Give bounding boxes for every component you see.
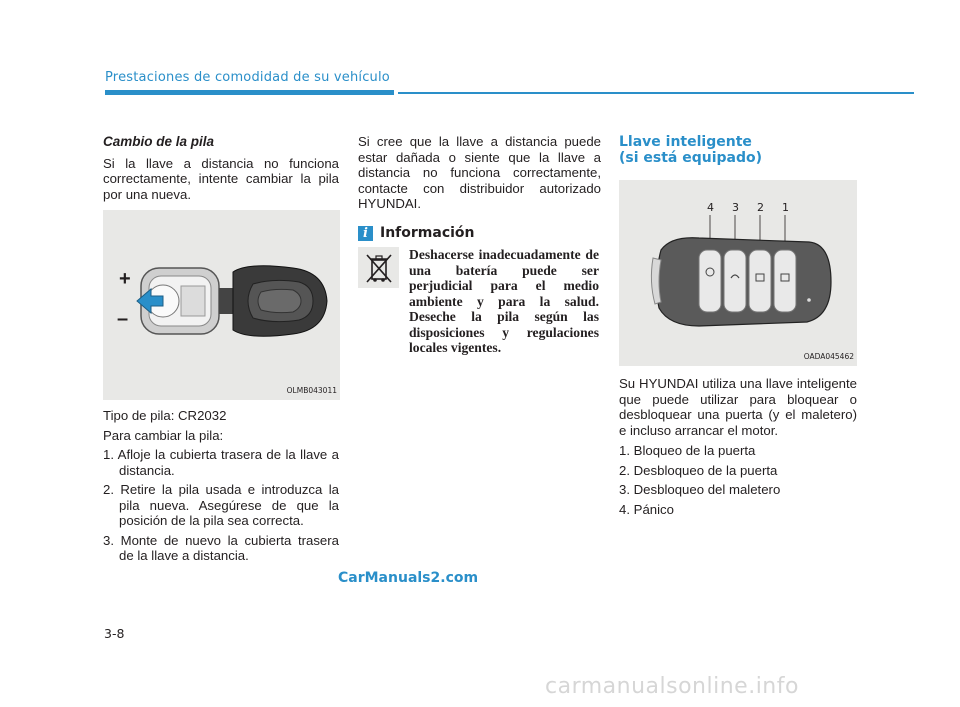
column-battery-change: [103, 134, 339, 568]
function-item: 1. Bloqueo de la puerta: [619, 443, 756, 458]
button-number-4: 4: [707, 201, 714, 214]
site-watermark: carmanualsonline.info: [545, 674, 799, 699]
intro-paragraph: Si la llave a distancia no funciona correctamente, intente cambiar la pila por una nueva.: [103, 155, 339, 202]
section-title: [619, 134, 857, 166]
plus-sign: +: [119, 268, 131, 290]
title-line: Llave inteligente: [619, 134, 752, 150]
battery-type: Tipo de pila: CR2032: [103, 408, 227, 423]
steps-intro: Para cambiar la pila:: [103, 427, 224, 443]
button-number-2: 2: [757, 201, 764, 214]
minus-sign: –: [117, 308, 129, 330]
smart-key-figure: [619, 180, 857, 366]
header-rule-thin: [398, 92, 914, 94]
section-title: Cambio de la pila: [103, 134, 215, 149]
step-item: 3. Monte de nuevo la cubierta trasera de la llave a distancia.: [103, 532, 339, 563]
crossed-bin-icon: [358, 247, 399, 288]
info-header: [358, 226, 601, 242]
watermark-link[interactable]: CarManuals2.com: [338, 570, 479, 586]
function-item: 2. Desbloqueo de la puerta: [619, 462, 778, 478]
function-item: 3. Desbloqueo del maletero: [619, 482, 781, 497]
button-number-1: 1: [782, 201, 789, 214]
button-number-3: 3: [732, 201, 739, 214]
smart-key-illustration: [619, 180, 857, 366]
info-icon: i: [358, 226, 373, 241]
step-item: 2. Retire la pila usada e introduzca la pila nueva. Asegúrese de que la posición de la pila sea correcta.: [103, 482, 339, 528]
remote-key-open-illustration: [103, 210, 340, 400]
figure-code: OLMB043011: [286, 385, 337, 395]
column-info: [358, 134, 601, 356]
chapter-title: Prestaciones de comodidad de su vehículo: [105, 70, 390, 85]
figure-code: OADA045462: [803, 351, 854, 361]
info-text: Deshacerse inadecuadamente de una batería puede ser perjudicial para el medio ambiente y para la salud. Deseche la pila según las disposiciones y regulaciones locales vigentes.: [409, 247, 599, 355]
page-number: 3-8: [104, 626, 125, 641]
function-item: 4. Pánico: [619, 501, 674, 517]
title-line: (si está equipado): [619, 150, 763, 166]
step-item: 1. Afloje la cubierta trasera de la llave a distancia.: [103, 447, 339, 478]
info-title: Información: [380, 224, 475, 241]
damage-paragraph: Si cree que la llave a distancia puede estar dañada o siente que la llave a distancia no funciona correctamente, contacte con distribuidor autorizado HYUNDAI.: [358, 134, 601, 211]
header-rule-thick: [105, 90, 394, 95]
smart-key-description: Su HYUNDAI utiliza una llave inteligente que puede utilizar para bloquear o desbloquear una puerta (y el maletero) e incluso arrancar el motor.: [619, 376, 857, 438]
remote-key-battery-figure: [103, 210, 340, 400]
column-smart-key: [619, 134, 857, 521]
info-body: [358, 247, 601, 356]
